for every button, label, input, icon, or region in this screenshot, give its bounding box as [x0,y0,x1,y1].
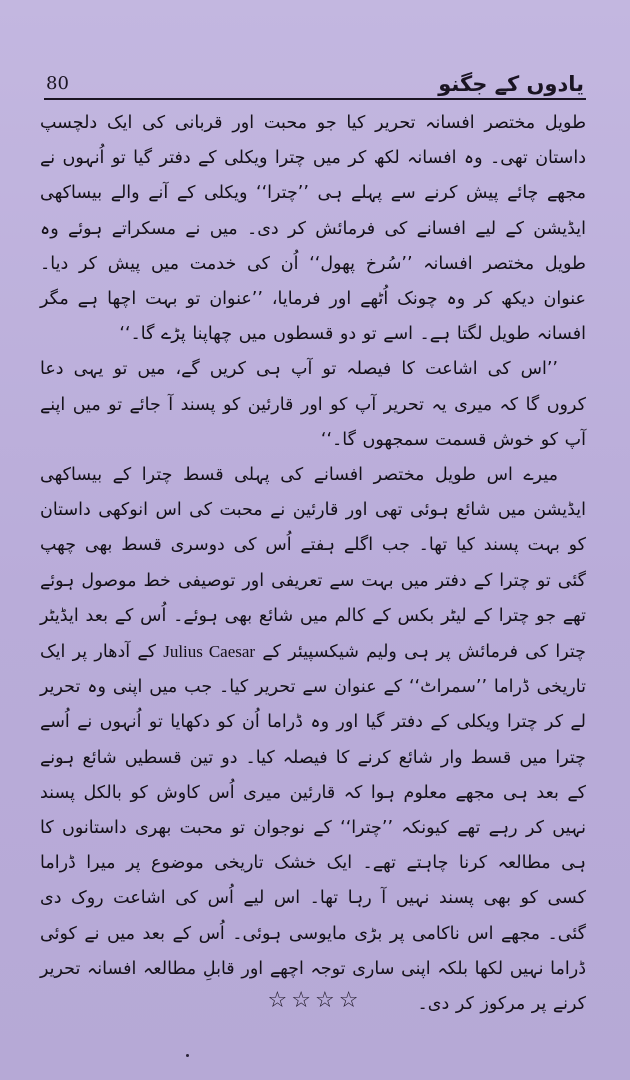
section-break-stars: ☆☆☆☆ [267,988,363,1013]
paragraph-1: طویل مختصر افسانہ تحریر کیا جو محبت اور قربانی کی ایک دلچسپ داستان تھی۔ وہ افسانہ لکھ کر میں چترا ویکلی کے دفتر گیا تو اُنہوں نے مجھے چائے پیش کرنے سے پہلے ہی ’’چترا‘‘ ویکلی کے آنے والے بیساکھی ایڈیشن کے لیے افسانے کی فرمائش کر دی۔ میں نے مسکراتے ہوئے وہ طویل مختصر افسانہ ’’سُرخ پھول‘‘ اُن کی خدمت میں پیش کر دیا۔ عنوان دیکھ کر وہ چونک اُٹھے اور فرمایا، ’’عنوان تو بہت اچھا ہے مگر افسانہ طویل لگتا ہے۔ اسے تو دو قسطوں میں چھاپنا پڑے گا۔‘‘ [40,113,586,345]
paragraph-3 [40,458,586,1022]
book-title: یادوں کے جگنو [438,72,584,96]
running-head [46,62,584,96]
paragraph-2: ’’اس کی اشاعت کا فیصلہ تو آپ ہی کریں گے، میں تو یہی دعا کروں گا کہ میری یہ تحریر آپ کو اور قارئین کو پسند آ جائے تو میں اپنے آپ کو خوش قسمت سمجھوں گا۔‘‘ [40,359,586,450]
body-text [40,106,586,1022]
header-rule [44,98,586,100]
latin-title-julius-caesar: Julius Caesar [163,642,256,662]
print-speck [186,1054,189,1057]
page-number: 80 [46,73,69,94]
paragraph-3-part-1: میرے اس طویل مختصر افسانے کی پہلی قسط چترا کے بیساکھی ایڈیشن میں شائع ہوئی تھی اور قارئین نے محبت کی اس انوکھی داستان کو بہت پسند کیا تھا۔ جب اگلے ہفتے اُس کی دوسری قسط بھی چھپ گئی تو چترا کے دفتر میں بہت سے تعریفی اور توصیفی خط موصول ہوئے تھے جو چترا کے لیٹر بکس کے کالم میں شائع بھی ہوئے۔ اُس کے بعد ایڈیٹر چترا کی فرمائش پر ہی ولیم شیکسپیئر کے [40,465,586,663]
paragraph-3-part-2: کے آدھار پر ایک تاریخی ڈراما ’’سمراٹ‘‘ کے عنوان سے تحریر کیا۔ جب میں اپنی وہ تحریر لے کر چترا ویکلی کے دفتر گیا اور وہ ڈراما اُن کو دکھایا تو اُنہوں نے اُسے چترا میں قسط وار شائع کرنے کا فیصلہ کیا۔ دو تین قسطیں شائع ہونے کے بعد ہی مجھے معلوم ہوا کہ قارئین میری اُس کاوش کو بالکل پسند نہیں کر رہے تھے کیونکہ ’’چترا‘‘ کے نوجوان تو محبت بھری داستانوں کا ہی مطالعہ کرنا چاہتے تھے۔ ایک خشک تاریخی موضوع پر میرا ڈراما کسی کو بھی پسند نہیں آ رہا تھا۔ اس لیے اُس کی اشاعت روک دی گئی۔ مجھے اس ناکامی پر بڑی مایوسی ہوئی۔ اُس کے بعد میں نے کوئی ڈراما نہیں لکھا بلکہ اپنی ساری توجہ اچھے اور قابلِ مطالعہ افسانہ تحریر کرنے پر مرکوز کر دی۔ [40,642,586,1015]
